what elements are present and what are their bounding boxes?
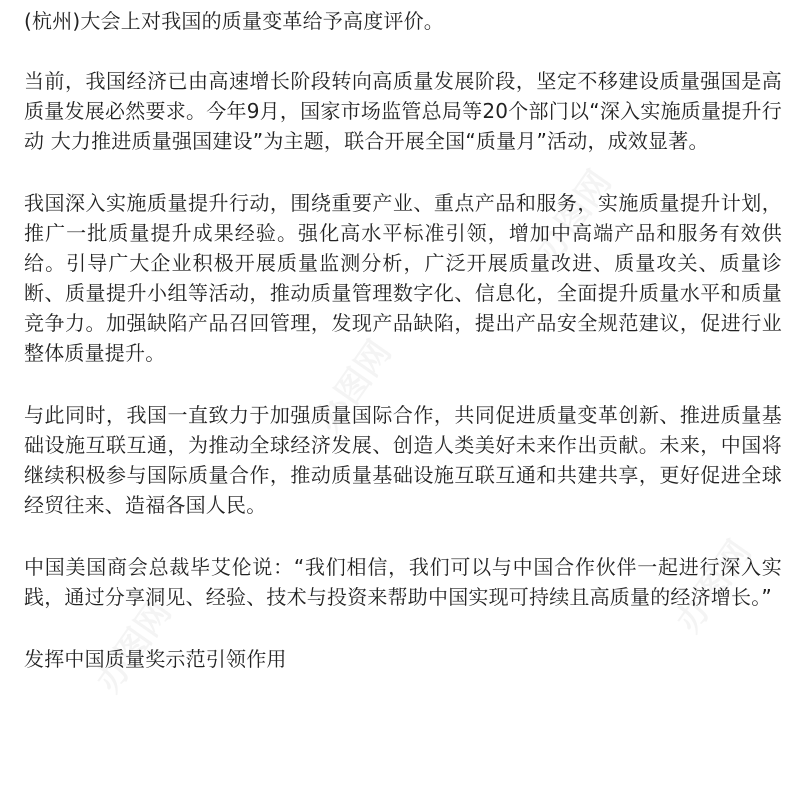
paragraph-1: (杭州)大会上对我国的质量变革给予高度评价。	[24, 9, 445, 33]
paragraph-2: 当前，我国经济已由高速增长阶段转向高质量发展阶段，坚定不移建设质量强国是高质量发展必然要求。今年9月，国家市场监管总局等20个部门以“深入实施质量提升行动 大力推进质量强国建设”为主题，联合开展全国“质量月”活动，成效显著。	[24, 69, 782, 153]
section-heading: 发挥中国质量奖示范引领作用	[24, 647, 287, 671]
article-body	[24, 6, 782, 674]
paragraph-5: 中国美国商会总裁毕艾伦说：“我们相信，我们可以与中国合作伙伴一起进行深入实践，通过分享洞见、经验、技术与投资来帮助中国实现可持续且高质量的经济增长。”	[24, 555, 782, 609]
paragraph-4: 与此同时，我国一直致力于加强质量国际合作，共同促进质量变革创新、推进质量基础设施互联互通，为推动全球经济发展、创造人类美好未来作出贡献。未来，中国将继续积极参与国际质量合作，推动质量基础设施互联互通和共建共享，更好促进全球经贸往来、造福各国人民。	[24, 403, 782, 517]
paragraph-3: 我国深入实施质量提升行动，围绕重要产业、重点产品和服务，实施质量提升计划，推广一批质量提升成果经验。强化高水平标准引领，增加中高端产品和服务有效供给。引导广大企业积极开展质量监测分析，广泛开展质量改进、质量攻关、质量诊断、质量提升小组等活动，推动质量管理数字化、信息化，全面提升质量水平和质量竞争力。加强缺陷产品召回管理，发现产品缺陷，提出产品安全规范建议，促进行业整体质量提升。	[24, 191, 782, 365]
